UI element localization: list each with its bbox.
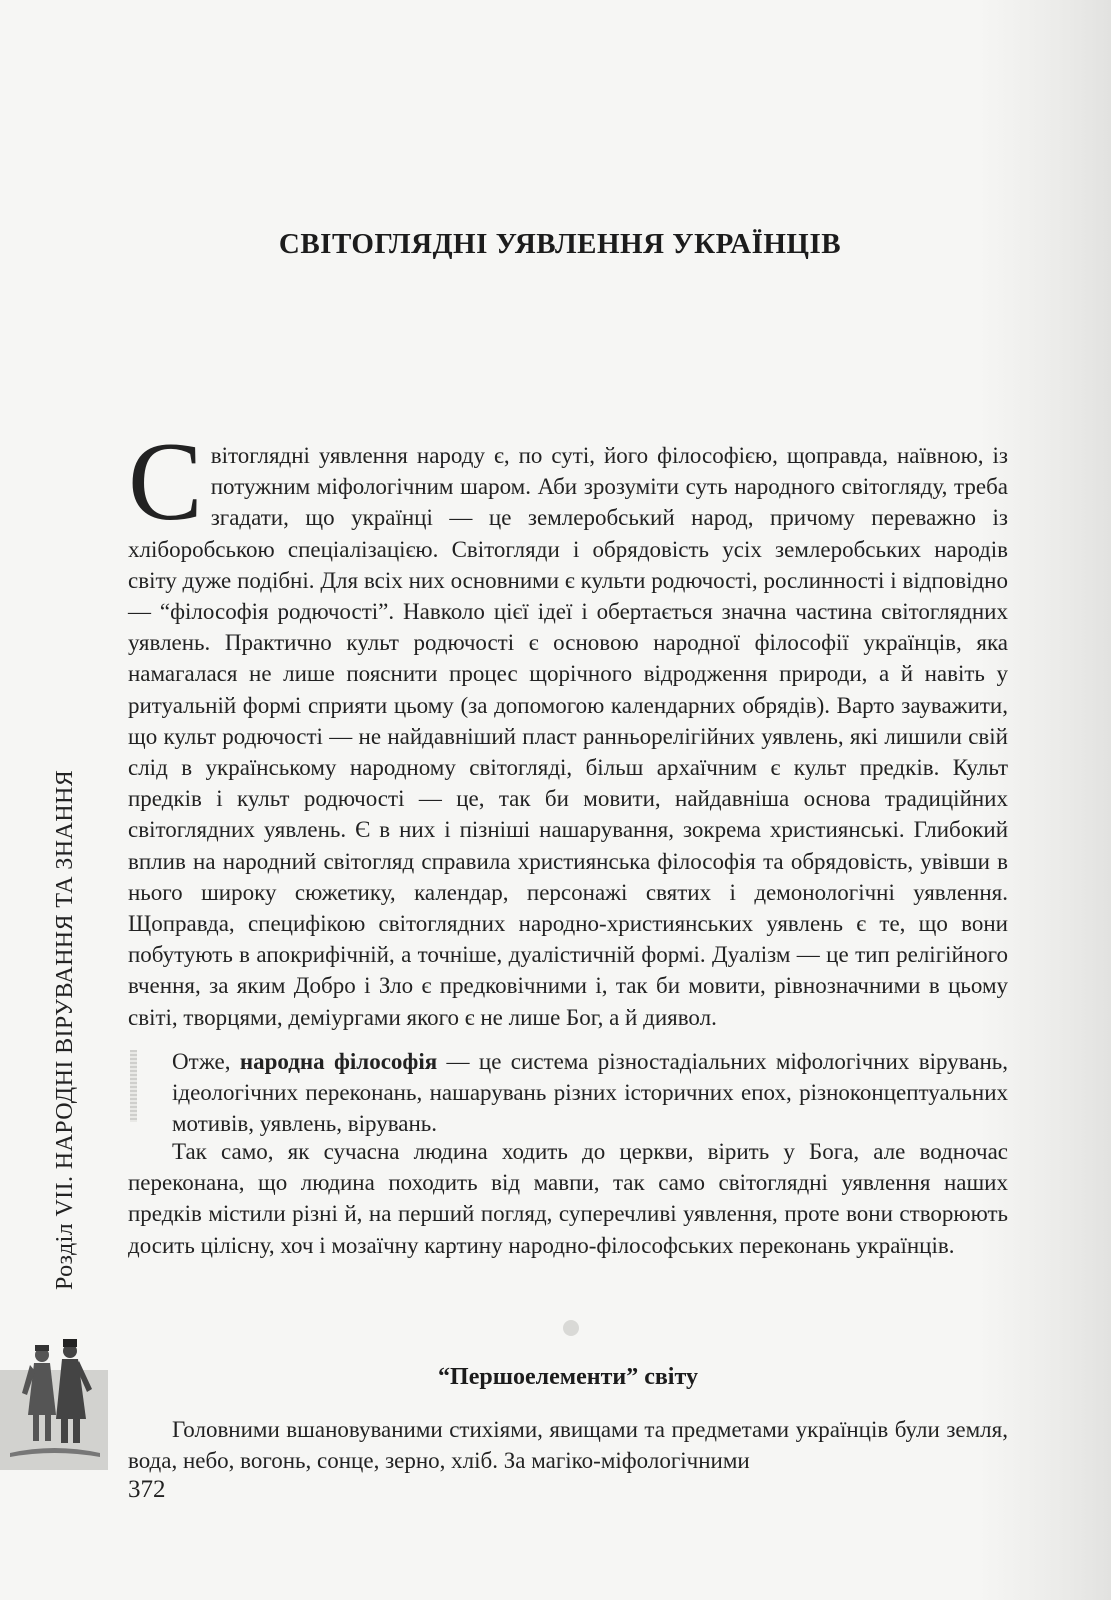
definition-rest: — це система різностадіальних міфологічних вірувань, ідеологічних переконань, нашарувань різних історичних епох, різноконцептуальних мотивів, уявлень, вірувань.: [172, 1049, 1008, 1137]
folk-figures-icon: [0, 1335, 108, 1470]
page-number: 372: [128, 1476, 166, 1503]
paragraph-definition: [172, 1046, 1008, 1140]
paragraph-analogy: Так само, як сучасна людина ходить до церкви, вірить у Бога, але водночас переконана, що людина походить від мавпи, так само світоглядні уявлення наших предків містили різні й, на перший погляд, суперечливі уявлення, проте вони створюють досить цілісну, хоч і мозаїчну картину народно-філософських переконань українців.: [128, 1139, 1008, 1258]
running-sidebar: Розділ VII. НАРОДНІ ВІРУВАННЯ ТА ЗНАННЯ: [52, 769, 78, 1290]
paragraph-intro-text: вітоглядні уявлення народу є, по суті, його філософією, щоправда, наївною, із потужним міфологічним шаром. Аби зрозуміти суть народного світогляду, треба згадати, що українці — це землеробський народ, причому переважно із хліборобською спеціалізацією. Світогляди і обрядовість усіх землеробських народів світу дуже подібні. Для всіх них основними є культи родючості, рослинності і відповідно — “філософія родючості”. Навколо цієї ідеї і обертається значна частина світоглядних уявлень. Практично культ родючості є основою народної філософії українців, яка намагалася не лише пояснити процес щорічного відродження природи, а й навіть у ритуальній формі сприяти цьому (за допомогою календарних обрядів). Варто зауважити, що культ родючості — не найдавніший пласт ранньорелігійних уявлень, які лишили свій слід в українському народному світогляді, більш архаїчним є культ предків. Культ предків і культ родючості — це, так би мовити, найдавніша основа традиційних світоглядних уявлень. Є в них і пізніші нашарування, зокрема християнські. Глибокий вплив на народний світогляд справила християнська філософія та обрядовість, увівши в нього широку сюжетику, календар, персонажі святих і демонологічні уявлення. Щоправда, специфікою світоглядних народно-християнських уявлень є те, що вони побутують в апокрифічній, а точніше, дуалістичній формі. Дуалізм — це тип релігійного вчення, за яким Добро і Зло є предковічними і, так би мовити, рівнозначними в цьому світі, творцями, деміургами якого є не лише Бог, а й диявол.: [128, 443, 1008, 1030]
paragraph-intro: [128, 420, 1008, 1033]
highlight-bar: [130, 1050, 137, 1122]
definition-term: народна філософія: [239, 1049, 438, 1074]
chapter-title: СВІТОГЛЯДНІ УЯВЛЕННЯ УКРАЇНЦІВ: [278, 228, 842, 260]
section-subtitle: “Першоелементи” світу: [438, 1364, 698, 1390]
definition-lead: Отже,: [172, 1049, 240, 1074]
drop-cap: С: [128, 420, 203, 544]
paragraph-elements: Головними вшановуваними стихіями, явищами та предметами українців були земля, вода, небо, вогонь, сонце, зерно, хліб. За магіко-міфологічними: [128, 1417, 1008, 1474]
ornament-dot-icon: [563, 1320, 579, 1336]
